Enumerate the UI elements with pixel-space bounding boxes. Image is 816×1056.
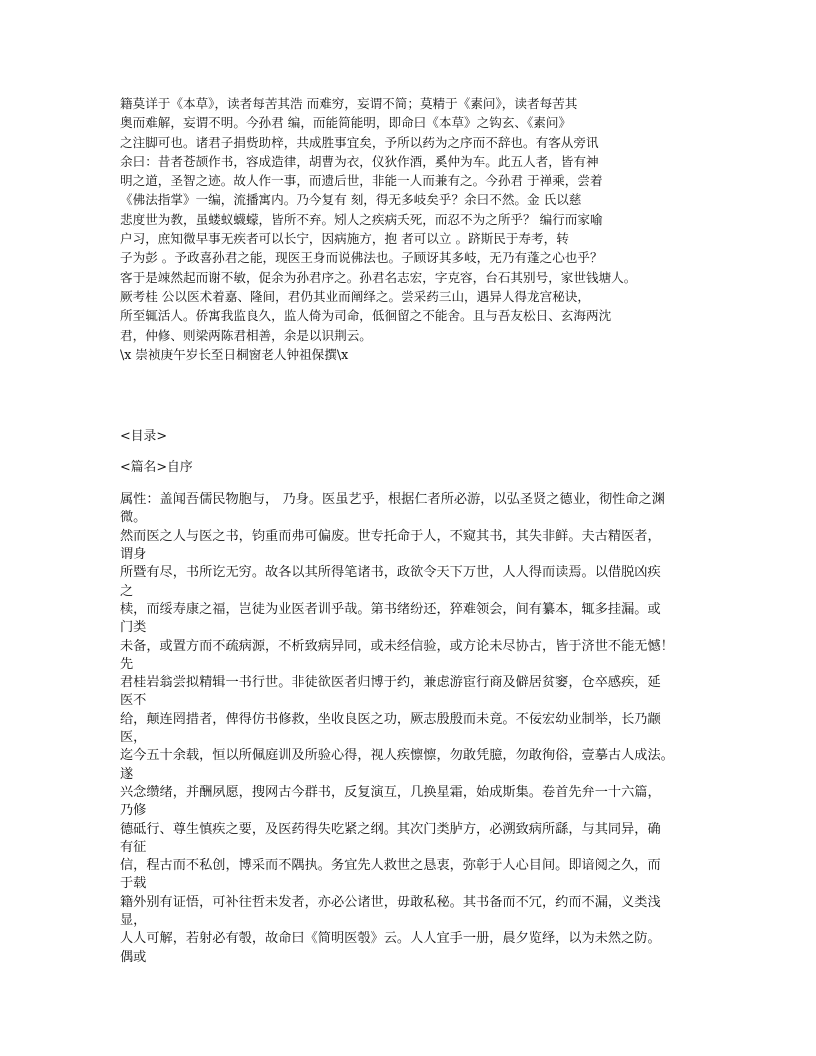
body-block <box>120 490 710 966</box>
preface-line: 子为彭 。予政喜孙君之能，现医王身而说佛法也。子顾讶其多岐，无乃有蓬之心也乎？ <box>120 250 603 266</box>
preface-block <box>120 94 710 364</box>
section-heading: <篇名>自序 <box>120 460 193 476</box>
body-line: 信，程古而不私创，博采而不隅执。务宜先人救世之恳衷，弥彰于人心目间。即谙阅之久，而 <box>120 858 661 874</box>
body-line: 属性：盖闻吾儒民物胞与， 乃身。医虽艺乎，根据仁者所必游，以弘圣贤之德业，彻性命之渊 <box>120 492 665 508</box>
spacer <box>120 364 710 427</box>
body-line-wrap: 有征 <box>120 839 147 855</box>
preface-line: 户习，庶知微早事无疾者可以长宁，因病施方，抱 者可以立 。跻斯民于寿考，转 <box>120 231 569 247</box>
body-line: 所暨有尽，书所讫无穷。故各以其所得笔诸书，政欲令天下万世，人人得而读焉。以借脱凶疾 <box>120 565 661 581</box>
body-line: 籍外别有证悟，可补往哲未发者，亦必公诸世，毋敢私秘。其书备而不冗，约而不漏，义类浅 <box>120 894 661 910</box>
preface-line: 厥考桂 公以医术着嘉、隆间，君仍其业而阐绎之。尝采药三山，遇异人得龙宫秘诀， <box>120 288 590 304</box>
body-line-wrap: 于载 <box>120 876 147 892</box>
preface-line: 《佛法指掌》一编，流播寓内。乃今复有 刻，得无多岐矣乎？余曰不然。金 氏以慈 <box>120 192 582 208</box>
body-line: 迄今五十余载，恒以所佩庭训及所验心得，视人疾懔懔，勿敢凭臆，勿敢徇俗，壹摹古人成法。 <box>120 748 674 764</box>
preface-line: 籍莫详于《本草》，读者每苦其浩 而难穷，妄谓不简；莫精于《素问》，读者每苦其 <box>120 96 578 111</box>
body-line-wrap: 偶或 <box>120 949 147 965</box>
body-line: 未备，或置方而不疏病源，不析致病异同，或未经信验，或方论未尽协古，皆于济世不能无憾！ <box>120 638 674 654</box>
body-line-wrap: 医， <box>120 730 147 746</box>
body-line: 兴念缵绪，并酬夙愿，搜网古今群书，反复演互，几换星霜，始成斯集。卷首先弁一十六篇， <box>120 785 661 801</box>
body-line: 然而医之人与医之书，钧重而弗可偏废。世专托命于人，不窥其书，其失非鲜。夫古精医者， <box>120 528 661 544</box>
body-line: 给，颠连罔措者，俾得仿书修救，坐收良医之功，厥志殷殷而未竟。不佞宏幼业制举，长乃颛 <box>120 711 661 727</box>
preface-line: 所至辄活人。侨寓我监良久，监人倚为司命，低徊留之不能舍。且与吾友松日、玄海两沈 <box>120 308 612 324</box>
body-line: 人人可解，若射必有彀，故命曰《简明医彀》云。人人宜手一册，晨夕览绎，以为未然之防。 <box>120 931 661 947</box>
document-page <box>120 94 710 966</box>
body-line-wrap: 遂 <box>120 766 134 782</box>
body-line-wrap: 显， <box>120 913 147 929</box>
preface-line: 之注脚可也。诸君子捐赀助梓，共成胜事宜矣，予所以药为之序而不辞也。有客从旁讯 <box>120 134 599 150</box>
body-line-wrap: 医不 <box>120 693 147 709</box>
body-line: 德砥行、尊生慎疾之要，及医药得失吃紧之纲。其次门类胪方，必溯致病所繇，与其同异，确 <box>120 821 661 837</box>
body-line-wrap: 门类 <box>120 620 147 636</box>
body-line-wrap: 之 <box>120 583 134 599</box>
toc-heading: <目录> <box>120 429 168 445</box>
preface-line: 奥而难解，妄谓不明。今孙君 编，而能简能明，即命曰《本草》之钩玄、《素问》 <box>120 115 572 131</box>
body-line-wrap: 谓身 <box>120 546 147 562</box>
body-line-wrap: 先 <box>120 656 134 672</box>
body-line-wrap: 微。 <box>120 510 147 526</box>
body-line: 椟，而绥寿康之福，岂徒为业医者训乎哉。第书绪纷还，猝难领会，间有纂本，辄多挂漏。或 <box>120 601 661 617</box>
preface-line: 明之道，圣智之迹。故人作一事，而遗后世，非能一人而兼有之。今孙君 于禅乘，尝着 <box>120 173 603 189</box>
preface-signature: \x 崇祯庚午岁长至日桐窗老人钟祖保撰\x <box>120 346 349 362</box>
preface-line: 客于是竦然起而谢不敏，促余为孙君序之。孙君名志宏，字克容，台石其别号，家世钱塘人。 <box>120 269 637 285</box>
preface-line: 悲度世为教，虽蝼蚁蠛蠓，皆所不弃。矧人之疾病夭死，而忍不为之所乎？ 编行而家喻 <box>120 211 603 227</box>
preface-line: 余曰：昔者苍颉作书，容成造律，胡曹为衣，仪狄作酒，奚仲为车。此五人者，皆有神 <box>120 153 599 169</box>
body-line-wrap: 乃修 <box>120 803 147 819</box>
body-line: 君桂岩翁尝拟精辑一书行世。非徒欲医者归博于约，兼虑游宦行商及僻居贫窭，仓卒感疾，延 <box>120 675 661 691</box>
preface-line: 君，仲修、则梁两陈君相善，余是以识荆云。 <box>120 327 372 343</box>
